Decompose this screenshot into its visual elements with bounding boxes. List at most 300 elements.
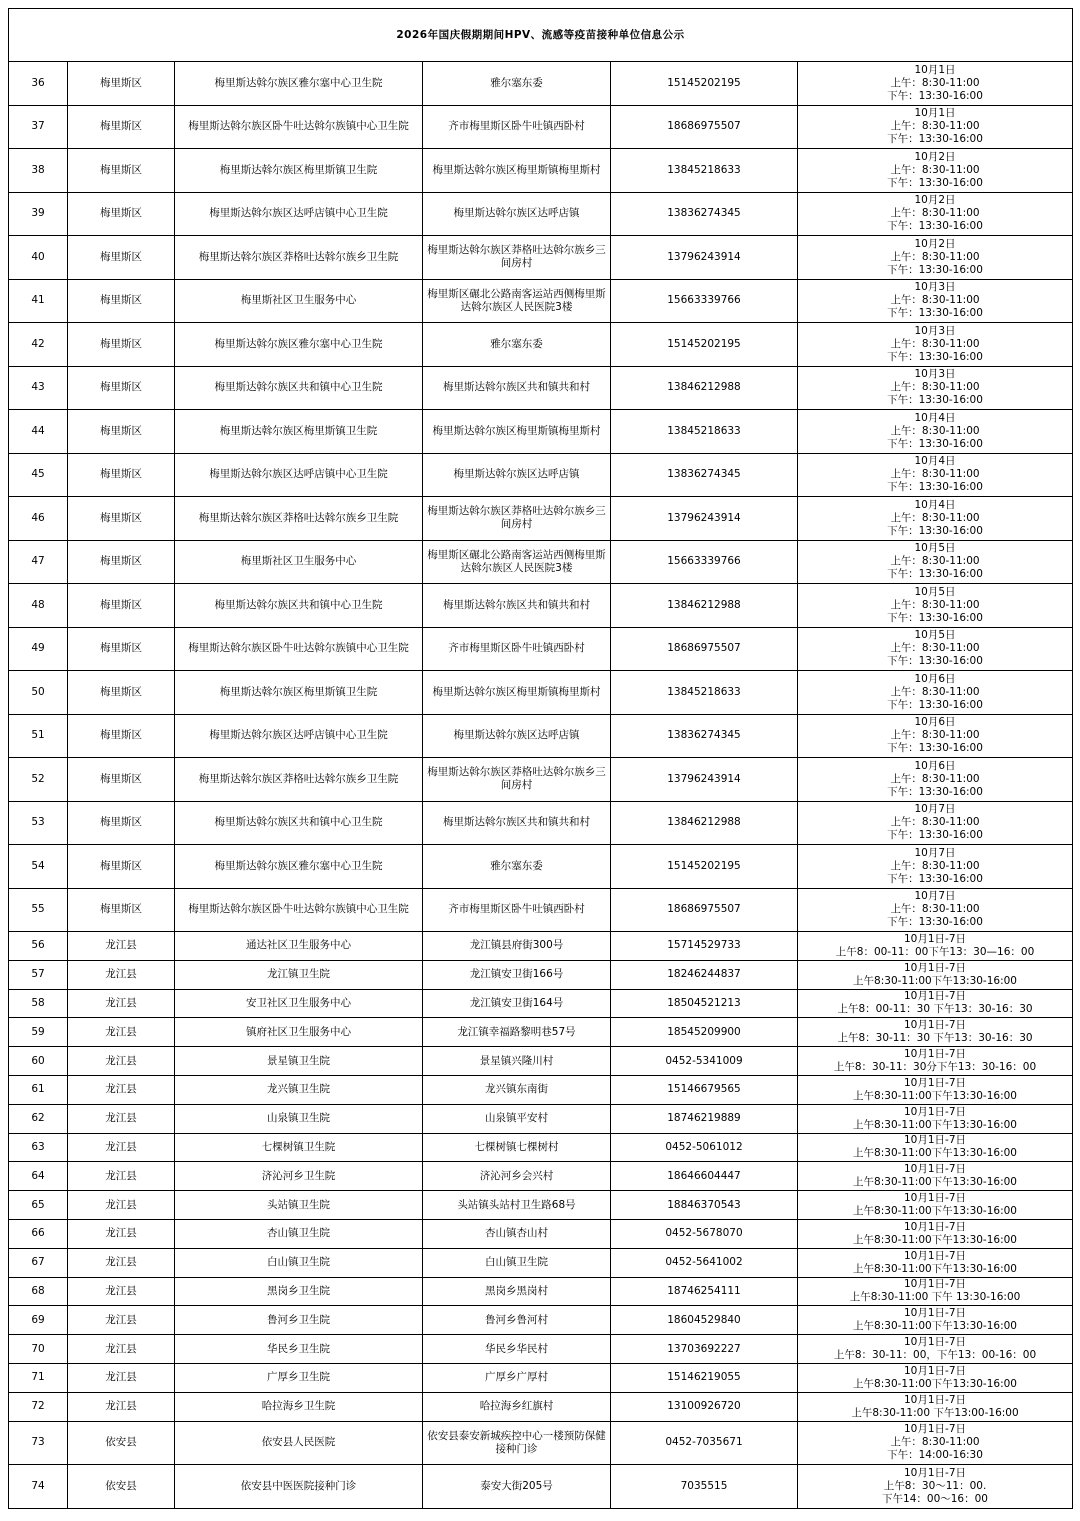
unit-name-cell: 梅里斯社区卫生服务中心 bbox=[175, 540, 423, 584]
address-cell: 梅里斯达斡尔族区达呼店镇 bbox=[423, 714, 611, 758]
service-time-line: 10月1日-7日 bbox=[904, 1336, 967, 1349]
phone-cell: 13836274345 bbox=[611, 714, 798, 758]
phone-cell: 15145202195 bbox=[611, 845, 798, 889]
service-time-cell bbox=[798, 584, 1073, 628]
service-time-line: 10月1日-7日 bbox=[904, 1019, 967, 1032]
address-cell: 梅里斯达斡尔族区莽格吐达斡尔族乡三间房村 bbox=[423, 236, 611, 280]
address-cell: 华民乡华民村 bbox=[423, 1335, 611, 1364]
row-number-cell: 37 bbox=[9, 105, 68, 149]
service-time-cell bbox=[798, 410, 1073, 454]
phone-cell: 0452-5641002 bbox=[611, 1248, 798, 1277]
row-number-cell: 39 bbox=[9, 192, 68, 236]
service-time-line: 下午：13:30-16:00 bbox=[887, 698, 983, 711]
table-row bbox=[9, 584, 1073, 628]
service-time-cell bbox=[798, 279, 1073, 323]
table-row bbox=[9, 366, 1073, 410]
service-time-cell bbox=[798, 801, 1073, 845]
service-time-line: 下午：13:30-16:00 bbox=[887, 872, 983, 885]
service-time-line: 上午8:30-11:00下午13:30-16:00 bbox=[853, 1262, 1017, 1275]
phone-cell: 13796243914 bbox=[611, 758, 798, 802]
service-time-cell bbox=[798, 1047, 1073, 1076]
service-time-cell bbox=[798, 1363, 1073, 1392]
service-time-line: 上午8:30-11:00下午13:30-16:00 bbox=[853, 1118, 1017, 1131]
service-time-cell bbox=[798, 960, 1073, 989]
phone-cell: 15663339766 bbox=[611, 540, 798, 584]
service-time-line: 上午8：30-11：00，下午13：00-16：00 bbox=[833, 1349, 1037, 1362]
service-time-line: 下午：13:30-16:00 bbox=[887, 176, 983, 189]
service-time-line: 上午8：30～11：00. bbox=[883, 1479, 987, 1492]
address-cell: 梅里斯区碾北公路南客运站西侧梅里斯达斡尔族区人民医院3楼 bbox=[423, 279, 611, 323]
phone-cell: 13836274345 bbox=[611, 192, 798, 236]
unit-name-cell: 梅里斯达斡尔族区卧牛吐达斡尔族镇中心卫生院 bbox=[175, 627, 423, 671]
district-cell: 龙江县 bbox=[68, 1306, 175, 1335]
unit-name-cell: 梅里斯达斡尔族区梅里斯镇卫生院 bbox=[175, 410, 423, 454]
unit-name-cell: 鲁河乡卫生院 bbox=[175, 1306, 423, 1335]
address-cell: 济沁河乡会兴村 bbox=[423, 1162, 611, 1191]
address-cell: 梅里斯区碾北公路南客运站西侧梅里斯达斡尔族区人民医院3楼 bbox=[423, 540, 611, 584]
address-cell: 齐市梅里斯区卧牛吐镇西卧村 bbox=[423, 888, 611, 932]
district-cell: 梅里斯区 bbox=[68, 845, 175, 889]
address-cell: 泰安大街205号 bbox=[423, 1465, 611, 1509]
table-row bbox=[9, 1047, 1073, 1076]
row-number-cell: 74 bbox=[9, 1465, 68, 1509]
row-number-cell: 59 bbox=[9, 1018, 68, 1047]
service-time-line: 下午：13:30-16:00 bbox=[887, 916, 983, 929]
unit-name-cell: 白山镇卫生院 bbox=[175, 1248, 423, 1277]
service-time-line: 下午：13:30-16:00 bbox=[887, 524, 983, 537]
district-cell: 梅里斯区 bbox=[68, 192, 175, 236]
table-row bbox=[9, 758, 1073, 802]
address-cell: 山泉镇平安村 bbox=[423, 1104, 611, 1133]
phone-cell: 13845218633 bbox=[611, 671, 798, 715]
service-time-line: 上午：8:30-11:00 bbox=[890, 511, 980, 524]
district-cell: 龙江县 bbox=[68, 1133, 175, 1162]
row-number-cell: 36 bbox=[9, 62, 68, 106]
service-time-cell bbox=[798, 149, 1073, 193]
unit-name-cell: 梅里斯达斡尔族区达呼店镇中心卫生院 bbox=[175, 192, 423, 236]
table-row bbox=[9, 1306, 1073, 1335]
row-number-cell: 57 bbox=[9, 960, 68, 989]
row-number-cell: 66 bbox=[9, 1219, 68, 1248]
table-row bbox=[9, 192, 1073, 236]
service-time-cell bbox=[798, 758, 1073, 802]
table-row bbox=[9, 149, 1073, 193]
unit-name-cell: 梅里斯达斡尔族区达呼店镇中心卫生院 bbox=[175, 714, 423, 758]
service-time-line: 10月5日 bbox=[914, 585, 956, 598]
service-time-line: 下午：13:30-16:00 bbox=[887, 481, 983, 494]
service-time-line: 下午：13:30-16:00 bbox=[887, 785, 983, 798]
phone-cell: 0452-5061012 bbox=[611, 1133, 798, 1162]
phone-cell: 18246244837 bbox=[611, 960, 798, 989]
service-time-line: 上午8:30-11:00下午13:30-16:00 bbox=[853, 1233, 1017, 1246]
service-time-line: 下午14：00～16：00 bbox=[882, 1492, 988, 1505]
address-cell: 梅里斯达斡尔族区莽格吐达斡尔族乡三间房村 bbox=[423, 758, 611, 802]
phone-cell: 13845218633 bbox=[611, 149, 798, 193]
table-row bbox=[9, 1248, 1073, 1277]
service-time-line: 上午：8:30-11:00 bbox=[890, 685, 980, 698]
district-cell: 龙江县 bbox=[68, 932, 175, 961]
service-time-line: 上午8:30-11:00下午13:30-16:00 bbox=[853, 1320, 1017, 1333]
service-time-line: 10月2日 bbox=[914, 150, 956, 163]
table-row bbox=[9, 540, 1073, 584]
unit-name-cell: 梅里斯达斡尔族区莽格吐达斡尔族乡卫生院 bbox=[175, 236, 423, 280]
service-time-line: 10月4日 bbox=[914, 411, 956, 424]
address-cell: 黑岗乡黑岗村 bbox=[423, 1277, 611, 1306]
service-time-line: 下午：13:30-16:00 bbox=[887, 220, 983, 233]
service-time-cell bbox=[798, 671, 1073, 715]
row-number-cell: 61 bbox=[9, 1075, 68, 1104]
service-time-cell bbox=[798, 1392, 1073, 1421]
address-cell: 依安县泰安新城疾控中心一楼预防保健接种门诊 bbox=[423, 1421, 611, 1465]
service-time-line: 10月7日 bbox=[914, 846, 956, 859]
row-number-cell: 51 bbox=[9, 714, 68, 758]
district-cell: 梅里斯区 bbox=[68, 62, 175, 106]
row-number-cell: 70 bbox=[9, 1335, 68, 1364]
row-number-cell: 63 bbox=[9, 1133, 68, 1162]
address-cell: 梅里斯达斡尔族区梅里斯镇梅里斯村 bbox=[423, 410, 611, 454]
unit-name-cell: 杏山镇卫生院 bbox=[175, 1219, 423, 1248]
phone-cell: 18686975507 bbox=[611, 888, 798, 932]
district-cell: 龙江县 bbox=[68, 1075, 175, 1104]
district-cell: 依安县 bbox=[68, 1421, 175, 1465]
unit-name-cell: 梅里斯达斡尔族区梅里斯镇卫生院 bbox=[175, 149, 423, 193]
service-time-line: 上午：8:30-11:00 bbox=[890, 772, 980, 785]
row-number-cell: 62 bbox=[9, 1104, 68, 1133]
table-row bbox=[9, 989, 1073, 1018]
district-cell: 龙江县 bbox=[68, 1191, 175, 1220]
row-number-cell: 38 bbox=[9, 149, 68, 193]
phone-cell: 18686975507 bbox=[611, 105, 798, 149]
service-time-line: 10月1日-7日 bbox=[904, 1105, 967, 1118]
service-time-line: 上午：8:30-11:00 bbox=[890, 120, 980, 133]
phone-cell: 13846212988 bbox=[611, 584, 798, 628]
unit-name-cell: 梅里斯达斡尔族区共和镇中心卫生院 bbox=[175, 584, 423, 628]
unit-name-cell: 头站镇卫生院 bbox=[175, 1191, 423, 1220]
unit-name-cell: 龙兴镇卫生院 bbox=[175, 1075, 423, 1104]
phone-cell: 13100926720 bbox=[611, 1392, 798, 1421]
row-number-cell: 44 bbox=[9, 410, 68, 454]
unit-name-cell: 华民乡卫生院 bbox=[175, 1335, 423, 1364]
phone-cell: 18504521213 bbox=[611, 989, 798, 1018]
phone-cell: 15146679565 bbox=[611, 1075, 798, 1104]
service-time-line: 上午8:30-11:00下午13:30-16:00 bbox=[853, 1089, 1017, 1102]
phone-cell: 18746254111 bbox=[611, 1277, 798, 1306]
service-time-line: 10月1日-7日 bbox=[904, 1163, 967, 1176]
service-time-line: 10月1日-7日 bbox=[904, 1192, 967, 1205]
address-cell: 梅里斯达斡尔族区达呼店镇 bbox=[423, 192, 611, 236]
service-time-line: 下午：13:30-16:00 bbox=[887, 568, 983, 581]
service-time-cell bbox=[798, 497, 1073, 541]
phone-cell: 13846212988 bbox=[611, 366, 798, 410]
phone-cell: 7035515 bbox=[611, 1465, 798, 1509]
service-time-line: 10月4日 bbox=[914, 455, 956, 468]
unit-name-cell: 梅里斯达斡尔族区梅里斯镇卫生院 bbox=[175, 671, 423, 715]
table-row bbox=[9, 1277, 1073, 1306]
service-time-cell bbox=[798, 1219, 1073, 1248]
service-time-cell bbox=[798, 1465, 1073, 1509]
district-cell: 梅里斯区 bbox=[68, 540, 175, 584]
address-cell: 梅里斯达斡尔族区共和镇共和村 bbox=[423, 366, 611, 410]
row-number-cell: 67 bbox=[9, 1248, 68, 1277]
table-row bbox=[9, 1335, 1073, 1364]
table-row bbox=[9, 1465, 1073, 1509]
district-cell: 梅里斯区 bbox=[68, 714, 175, 758]
address-cell: 广厚乡广厚村 bbox=[423, 1363, 611, 1392]
table-row bbox=[9, 627, 1073, 671]
unit-name-cell: 安卫社区卫生服务中心 bbox=[175, 989, 423, 1018]
district-cell: 梅里斯区 bbox=[68, 671, 175, 715]
service-time-line: 10月2日 bbox=[914, 194, 956, 207]
district-cell: 龙江县 bbox=[68, 1018, 175, 1047]
unit-name-cell: 梅里斯达斡尔族区莽格吐达斡尔族乡卫生院 bbox=[175, 758, 423, 802]
service-time-line: 上午：8:30-11:00 bbox=[890, 207, 980, 220]
phone-cell: 18846370543 bbox=[611, 1191, 798, 1220]
service-time-line: 上午：8:30-11:00 bbox=[890, 381, 980, 394]
service-time-line: 10月3日 bbox=[914, 281, 956, 294]
service-time-line: 10月1日-7日 bbox=[904, 1393, 967, 1406]
service-time-line: 上午8:30-11:00下午13:30-16:00 bbox=[853, 974, 1017, 987]
service-time-line: 上午：8:30-11:00 bbox=[890, 729, 980, 742]
table-row bbox=[9, 1162, 1073, 1191]
service-time-line: 上午：8:30-11:00 bbox=[890, 163, 980, 176]
service-time-line: 下午：13:30-16:00 bbox=[887, 437, 983, 450]
service-time-cell bbox=[798, 540, 1073, 584]
district-cell: 梅里斯区 bbox=[68, 627, 175, 671]
service-time-line: 上午8:30-11:00下午13:30-16:00 bbox=[853, 1147, 1017, 1160]
service-time-line: 10月6日 bbox=[914, 716, 956, 729]
service-time-cell bbox=[798, 1248, 1073, 1277]
service-time-cell bbox=[798, 1277, 1073, 1306]
service-time-cell bbox=[798, 888, 1073, 932]
service-time-line: 上午：8:30-11:00 bbox=[890, 859, 980, 872]
row-number-cell: 56 bbox=[9, 932, 68, 961]
address-cell: 七棵树镇七棵树村 bbox=[423, 1133, 611, 1162]
table-row bbox=[9, 236, 1073, 280]
unit-name-cell: 梅里斯达斡尔族区共和镇中心卫生院 bbox=[175, 801, 423, 845]
district-cell: 龙江县 bbox=[68, 1248, 175, 1277]
district-cell: 龙江县 bbox=[68, 1047, 175, 1076]
service-time-cell bbox=[798, 1421, 1073, 1465]
unit-name-cell: 镇府社区卫生服务中心 bbox=[175, 1018, 423, 1047]
address-cell: 龙兴镇东南街 bbox=[423, 1075, 611, 1104]
phone-cell: 0452-5341009 bbox=[611, 1047, 798, 1076]
service-time-line: 上午8:30-11:00 下午13:00-16:00 bbox=[851, 1406, 1019, 1419]
row-number-cell: 43 bbox=[9, 366, 68, 410]
row-number-cell: 65 bbox=[9, 1191, 68, 1220]
address-cell: 梅里斯达斡尔族区共和镇共和村 bbox=[423, 584, 611, 628]
row-number-cell: 72 bbox=[9, 1392, 68, 1421]
table-row bbox=[9, 1075, 1073, 1104]
row-number-cell: 55 bbox=[9, 888, 68, 932]
unit-name-cell: 山泉镇卫生院 bbox=[175, 1104, 423, 1133]
address-cell: 鲁河乡鲁河村 bbox=[423, 1306, 611, 1335]
unit-name-cell: 梅里斯达斡尔族区卧牛吐达斡尔族镇中心卫生院 bbox=[175, 888, 423, 932]
address-cell: 白山镇卫生院 bbox=[423, 1248, 611, 1277]
unit-name-cell: 龙江镇卫生院 bbox=[175, 960, 423, 989]
service-time-line: 下午：13:30-16:00 bbox=[887, 89, 983, 102]
service-time-line: 上午：8:30-11:00 bbox=[890, 555, 980, 568]
service-time-line: 上午8:30-11:00下午13:30-16:00 bbox=[853, 1377, 1017, 1390]
service-time-line: 10月7日 bbox=[914, 803, 956, 816]
phone-cell: 13845218633 bbox=[611, 410, 798, 454]
district-cell: 龙江县 bbox=[68, 1104, 175, 1133]
address-cell: 梅里斯达斡尔族区梅里斯镇梅里斯村 bbox=[423, 671, 611, 715]
row-number-cell: 53 bbox=[9, 801, 68, 845]
phone-cell: 18646604447 bbox=[611, 1162, 798, 1191]
service-time-line: 上午：8:30-11:00 bbox=[890, 424, 980, 437]
unit-name-cell: 梅里斯达斡尔族区雅尔塞中心卫生院 bbox=[175, 323, 423, 367]
phone-cell: 13796243914 bbox=[611, 236, 798, 280]
service-time-line: 上午：8:30-11:00 bbox=[890, 598, 980, 611]
address-cell: 龙江镇幸福路黎明巷57号 bbox=[423, 1018, 611, 1047]
service-time-cell bbox=[798, 714, 1073, 758]
district-cell: 龙江县 bbox=[68, 1392, 175, 1421]
row-number-cell: 60 bbox=[9, 1047, 68, 1076]
unit-name-cell: 广厚乡卫生院 bbox=[175, 1363, 423, 1392]
table-row bbox=[9, 1133, 1073, 1162]
district-cell: 龙江县 bbox=[68, 1277, 175, 1306]
row-number-cell: 71 bbox=[9, 1363, 68, 1392]
row-number-cell: 48 bbox=[9, 584, 68, 628]
table-row bbox=[9, 1104, 1073, 1133]
district-cell: 龙江县 bbox=[68, 1335, 175, 1364]
district-cell: 依安县 bbox=[68, 1465, 175, 1509]
service-time-cell bbox=[798, 236, 1073, 280]
service-time-line: 上午：8:30-11:00 bbox=[890, 642, 980, 655]
table-row bbox=[9, 497, 1073, 541]
phone-cell: 13703692227 bbox=[611, 1335, 798, 1364]
row-number-cell: 47 bbox=[9, 540, 68, 584]
unit-name-cell: 梅里斯达斡尔族区雅尔塞中心卫生院 bbox=[175, 62, 423, 106]
service-time-line: 上午8:30-11:00 下午 13:30-16:00 bbox=[849, 1291, 1021, 1304]
table-row bbox=[9, 453, 1073, 497]
table-row bbox=[9, 1421, 1073, 1465]
district-cell: 梅里斯区 bbox=[68, 888, 175, 932]
service-time-line: 下午：13:30-16:00 bbox=[887, 611, 983, 624]
district-cell: 龙江县 bbox=[68, 989, 175, 1018]
service-time-line: 10月3日 bbox=[914, 368, 956, 381]
service-time-line: 上午8：00-11：30 下午13：30-16：30 bbox=[837, 1003, 1033, 1016]
phone-cell: 15146219055 bbox=[611, 1363, 798, 1392]
table-row bbox=[9, 801, 1073, 845]
service-time-line: 10月1日-7日 bbox=[904, 1076, 967, 1089]
service-time-line: 下午：13:30-16:00 bbox=[887, 655, 983, 668]
table-row bbox=[9, 671, 1073, 715]
phone-cell: 0452-5678070 bbox=[611, 1219, 798, 1248]
service-time-line: 10月1日 bbox=[914, 63, 956, 76]
address-cell: 杏山镇杏山村 bbox=[423, 1219, 611, 1248]
row-number-cell: 50 bbox=[9, 671, 68, 715]
address-cell: 梅里斯达斡尔族区达呼店镇 bbox=[423, 453, 611, 497]
vaccination-schedule-table bbox=[8, 8, 1073, 1509]
service-time-cell bbox=[798, 453, 1073, 497]
district-cell: 龙江县 bbox=[68, 1363, 175, 1392]
unit-name-cell: 济沁河乡卫生院 bbox=[175, 1162, 423, 1191]
service-time-cell bbox=[798, 192, 1073, 236]
table-row bbox=[9, 714, 1073, 758]
row-number-cell: 42 bbox=[9, 323, 68, 367]
unit-name-cell: 七棵树镇卫生院 bbox=[175, 1133, 423, 1162]
address-cell: 梅里斯达斡尔族区莽格吐达斡尔族乡三间房村 bbox=[423, 497, 611, 541]
service-time-line: 10月1日-7日 bbox=[904, 1423, 967, 1436]
table-row bbox=[9, 1191, 1073, 1220]
phone-cell: 18604529840 bbox=[611, 1306, 798, 1335]
service-time-line: 10月1日-7日 bbox=[904, 990, 967, 1003]
service-time-line: 10月3日 bbox=[914, 324, 956, 337]
unit-name-cell: 依安县人民医院 bbox=[175, 1421, 423, 1465]
service-time-line: 上午：8:30-11:00 bbox=[890, 294, 980, 307]
service-time-line: 下午：14:00-16:30 bbox=[887, 1449, 983, 1462]
row-number-cell: 41 bbox=[9, 279, 68, 323]
table-row bbox=[9, 105, 1073, 149]
row-number-cell: 58 bbox=[9, 989, 68, 1018]
service-time-cell bbox=[798, 1335, 1073, 1364]
service-time-line: 上午8：00-11：00下午13：30—16：00 bbox=[835, 945, 1035, 958]
service-time-line: 10月6日 bbox=[914, 672, 956, 685]
district-cell: 龙江县 bbox=[68, 960, 175, 989]
service-time-cell bbox=[798, 845, 1073, 889]
service-time-line: 上午：8:30-11:00 bbox=[890, 816, 980, 829]
address-cell: 梅里斯达斡尔族区梅里斯镇梅里斯村 bbox=[423, 149, 611, 193]
service-time-line: 10月1日-7日 bbox=[904, 1134, 967, 1147]
service-time-line: 上午8：30-11：30分下午13：30-16：00 bbox=[833, 1061, 1037, 1074]
phone-cell: 18746219889 bbox=[611, 1104, 798, 1133]
address-cell: 齐市梅里斯区卧牛吐镇西卧村 bbox=[423, 105, 611, 149]
phone-cell: 15663339766 bbox=[611, 279, 798, 323]
unit-name-cell: 梅里斯达斡尔族区共和镇中心卫生院 bbox=[175, 366, 423, 410]
service-time-line: 10月1日-7日 bbox=[904, 1249, 967, 1262]
address-cell: 哈拉海乡红旗村 bbox=[423, 1392, 611, 1421]
service-time-line: 10月1日-7日 bbox=[904, 932, 967, 945]
unit-name-cell: 梅里斯达斡尔族区达呼店镇中心卫生院 bbox=[175, 453, 423, 497]
phone-cell: 0452-7035671 bbox=[611, 1421, 798, 1465]
unit-name-cell: 景星镇卫生院 bbox=[175, 1047, 423, 1076]
unit-name-cell: 梅里斯达斡尔族区莽格吐达斡尔族乡卫生院 bbox=[175, 497, 423, 541]
table-row bbox=[9, 932, 1073, 961]
district-cell: 梅里斯区 bbox=[68, 410, 175, 454]
service-time-line: 下午：13:30-16:00 bbox=[887, 829, 983, 842]
row-number-cell: 73 bbox=[9, 1421, 68, 1465]
unit-name-cell: 通达社区卫生服务中心 bbox=[175, 932, 423, 961]
service-time-cell bbox=[798, 932, 1073, 961]
district-cell: 梅里斯区 bbox=[68, 453, 175, 497]
service-time-line: 10月7日 bbox=[914, 890, 956, 903]
address-cell: 龙江镇安卫街166号 bbox=[423, 960, 611, 989]
unit-name-cell: 梅里斯达斡尔族区雅尔塞中心卫生院 bbox=[175, 845, 423, 889]
service-time-cell bbox=[798, 323, 1073, 367]
row-number-cell: 64 bbox=[9, 1162, 68, 1191]
row-number-cell: 69 bbox=[9, 1306, 68, 1335]
service-time-line: 上午8:30-11:00下午13:30-16:00 bbox=[853, 1205, 1017, 1218]
district-cell: 梅里斯区 bbox=[68, 801, 175, 845]
service-time-cell bbox=[798, 1191, 1073, 1220]
phone-cell: 18545209900 bbox=[611, 1018, 798, 1047]
address-cell: 景星镇兴隆川村 bbox=[423, 1047, 611, 1076]
row-number-cell: 40 bbox=[9, 236, 68, 280]
service-time-cell bbox=[798, 1133, 1073, 1162]
unit-name-cell: 梅里斯达斡尔族区卧牛吐达斡尔族镇中心卫生院 bbox=[175, 105, 423, 149]
service-time-cell bbox=[798, 1104, 1073, 1133]
service-time-line: 10月1日-7日 bbox=[904, 1307, 967, 1320]
phone-cell: 13846212988 bbox=[611, 801, 798, 845]
address-cell: 雅尔塞东委 bbox=[423, 845, 611, 889]
service-time-line: 10月1日 bbox=[914, 107, 956, 120]
row-number-cell: 54 bbox=[9, 845, 68, 889]
district-cell: 梅里斯区 bbox=[68, 236, 175, 280]
row-number-cell: 52 bbox=[9, 758, 68, 802]
phone-cell: 13836274345 bbox=[611, 453, 798, 497]
service-time-line: 10月1日-7日 bbox=[904, 1364, 967, 1377]
